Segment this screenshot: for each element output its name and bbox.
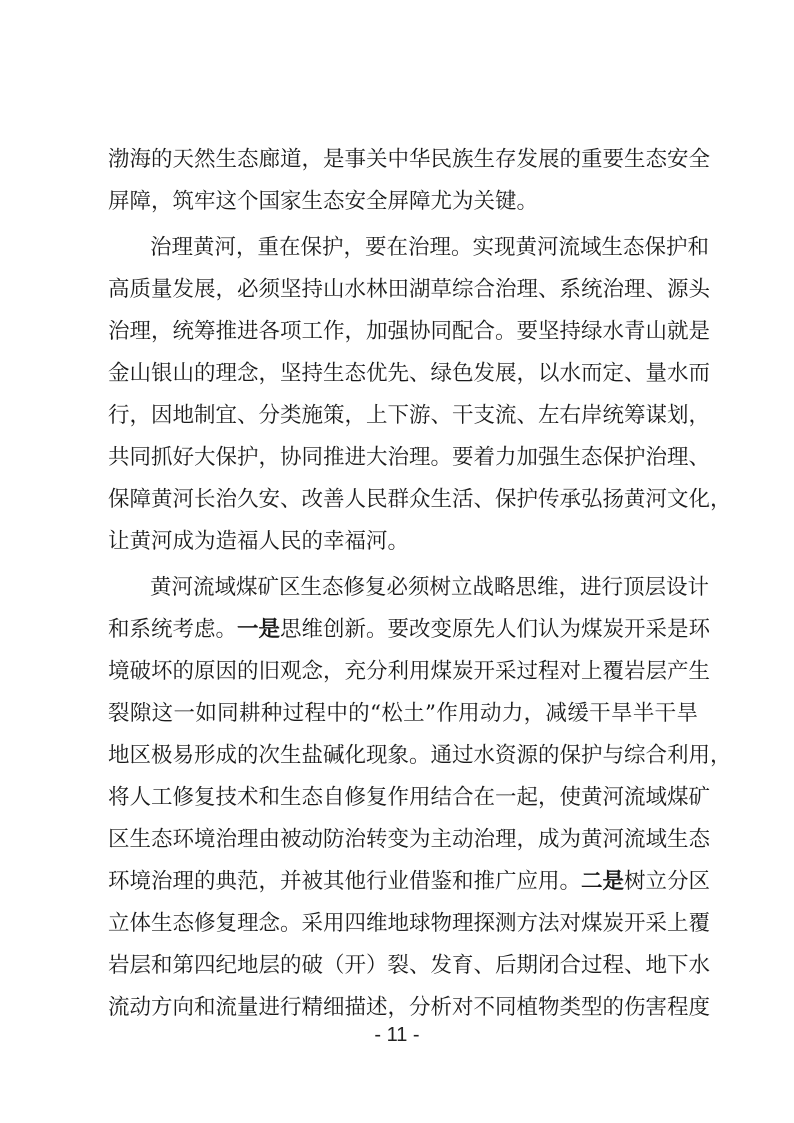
paragraph-2-line-4: 金山银山的理念，坚持生态优先、绿色发展，以水而定、量水而 xyxy=(108,361,711,386)
paragraph-1-line-1: 渤海的天然生态廊道，是事关中华民族生存发展的重要生态安全 xyxy=(108,147,711,172)
paragraph-3-text: 和系统考虑。 xyxy=(108,617,238,642)
paragraph-3-line-2 xyxy=(108,610,711,650)
paragraph-3-line-9: 立体生态修复理念。采用四维地球物理探测方法对煤炭开采上覆 xyxy=(108,911,711,936)
paragraph-2-line-5: 行，因地制宜、分类施策，上下游、干支流、左右岸统筹谋划， xyxy=(108,403,711,428)
paragraph-2-line-1: 治理黄河，重在保护，要在治理。实现黄河流域生态保护和 xyxy=(150,235,710,260)
emphasis-second-point: 二是 xyxy=(581,869,625,894)
paragraph-3-line-10: 岩层和第四纪地层的破（开）裂、发育、后期闭合过程、地下水 xyxy=(108,953,711,978)
paragraph-2-line-8: 让黄河成为造福人民的幸福河。 xyxy=(108,529,410,554)
paragraph-3-line-7: 区生态环境治理由被动防治转变为主动治理，成为黄河流域生态 xyxy=(108,827,711,852)
paragraph-2-line-7: 保障黄河长治久安、改善人民群众生活、保护传承弘扬黄河文化， xyxy=(108,487,732,512)
paragraph-3-line-11: 流动方向和流量进行精细描述，分析对不同植物类型的伤害程度 xyxy=(108,995,711,1020)
emphasis-first-point: 一是 xyxy=(237,617,281,642)
paragraph-1-line-2: 屏障，筑牢这个国家生态安全屏障尤为关键。 xyxy=(108,189,539,214)
paragraph-3-line-5: 地区极易形成的次生盐碱化现象。通过水资源的保护与综合利用， xyxy=(108,743,732,768)
paragraph-3-line-1: 黄河流域煤矿区生态修复必须树立战略思维，进行顶层设计 xyxy=(150,575,710,600)
paragraph-3-line-6: 将人工修复技术和生态自修复作用结合在一起，使黄河流域煤矿 xyxy=(108,785,711,810)
paragraph-3-text: 思维创新。要改变原先人们认为煤炭开采是环 xyxy=(280,617,711,642)
paragraph-2-line-2: 高质量发展，必须坚持山水林田湖草综合治理、系统治理、源头 xyxy=(108,277,711,302)
paragraph-2-line-3: 治理，统筹推进各项工作，加强协同配合。要坚持绿水青山就是 xyxy=(108,319,711,344)
paragraph-3-line-4: 裂隙这一如同耕种过程中的“松土”作用动力，减缓干旱半干旱 xyxy=(108,701,698,726)
page-number: - 11 - xyxy=(374,1024,420,1046)
paragraph-3-text: 环境治理的典范，并被其他行业借鉴和推广应用。 xyxy=(108,869,582,894)
paragraph-3-line-3: 境破坏的原因的旧观念，充分利用煤炭开采过程对上覆岩层产生 xyxy=(108,659,711,684)
paragraph-2-line-6: 共同抓好大保护，协同推进大治理。要着力加强生态保护治理、 xyxy=(108,445,711,470)
paragraph-3-line-8 xyxy=(108,862,711,902)
paragraph-3-text: 树立分区 xyxy=(624,869,711,894)
